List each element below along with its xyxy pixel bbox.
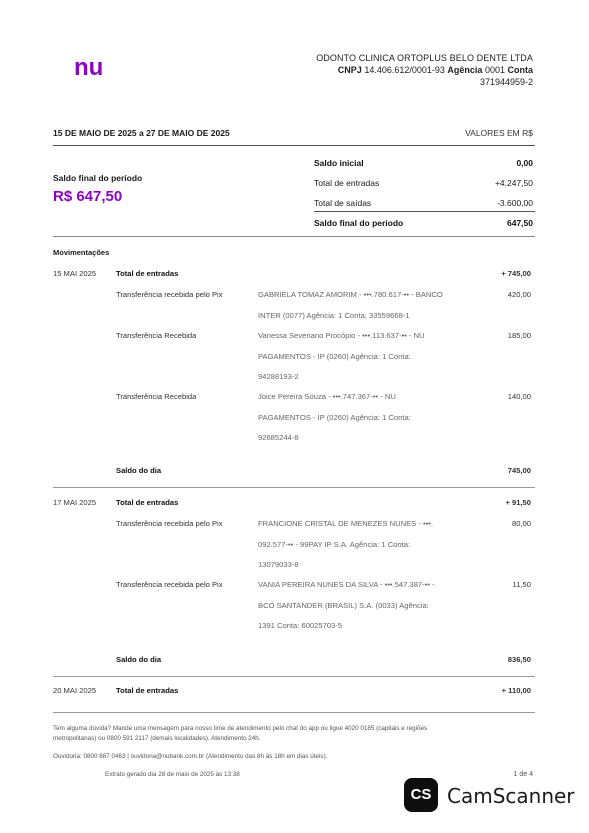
transaction-type: Transferência recebida pelo Pix xyxy=(116,519,223,528)
detail-line: 1391 Conta: 60025703-5 xyxy=(258,621,343,630)
summary-divider xyxy=(314,211,535,212)
camscanner-badge-text: CS xyxy=(410,786,432,803)
camscanner-text: CamScanner xyxy=(447,784,575,808)
company-info xyxy=(316,52,533,88)
transaction-type: Transferência Recebida xyxy=(116,331,197,340)
transaction-amount: 420,00 xyxy=(507,290,531,299)
conta-label: Conta xyxy=(507,65,533,75)
statement-period: 15 DE MAIO DE 2025 a 27 DE MAIO DE 2025 xyxy=(53,128,230,138)
detail-line: 94288193-2 xyxy=(258,372,299,381)
summary-label: Total de entradas xyxy=(314,178,380,188)
nubank-logo xyxy=(74,56,112,80)
page-number: 1 de 4 xyxy=(513,771,533,778)
help-line: Tem alguma dúvida? Mande uma mensagem para nosso time de atendimento pelo chat do app ou ligue 4020 0185 (capitais e regiões xyxy=(53,725,428,732)
day-total-value: + 110,00 xyxy=(501,686,531,695)
detail-line: Joice Pereira Souza - •••.747.367-•• - NU xyxy=(258,392,396,401)
day-divider xyxy=(53,487,535,488)
nubank-logo-text: nu xyxy=(74,56,104,80)
day-date: 15 MAI 2025 xyxy=(53,269,97,278)
camscanner-badge-icon xyxy=(404,778,438,812)
detail-line: INTER (0077) Agência: 1 Conta: 33559668-1 xyxy=(258,310,410,320)
conta-value: 371944959-2 xyxy=(479,77,533,87)
transaction-detail xyxy=(258,514,458,576)
summary-value: -3.600,00 xyxy=(497,198,533,208)
day-divider xyxy=(53,676,535,677)
day-total-label: Total de entradas xyxy=(116,686,179,695)
day-total-value: + 91,50 xyxy=(505,498,531,507)
summary-label: Saldo inicial xyxy=(314,158,364,168)
help-text xyxy=(53,724,523,744)
day-balance-value: 745,00 xyxy=(507,466,531,475)
agencia-label: Agência xyxy=(447,65,483,75)
summary-row xyxy=(314,158,533,168)
transaction-detail xyxy=(258,387,458,449)
cnpj-value: 14.406.612/0001-93 xyxy=(364,65,445,75)
movements-title: Movimentações xyxy=(53,248,110,257)
help-line: metropolitanas) ou 0800 591 2117 (demais localidades). Atendimento 24h. xyxy=(53,735,261,742)
day-date: 20 MAI 2025 xyxy=(53,686,97,695)
header-divider xyxy=(53,145,535,146)
summary-label: Total de saídas xyxy=(314,198,372,208)
cnpj-label: CNPJ xyxy=(337,65,362,75)
day-balance-label: Saldo do dia xyxy=(116,655,162,664)
generated-date: Extrato gerado dia 28 de maio de 2025 às 13:38 xyxy=(105,771,240,778)
detail-line: VANIA PEREIRA NUNES DA SILVA - •••.547.387-•• - xyxy=(258,580,435,589)
summary-row xyxy=(314,178,533,188)
transaction-detail xyxy=(258,326,458,388)
detail-line: 13079033-8 xyxy=(258,560,299,569)
footer-divider xyxy=(53,712,535,713)
final-balance-label: Saldo final do período xyxy=(53,173,143,183)
agencia-value: 0001 xyxy=(484,65,505,75)
summary-row xyxy=(314,198,533,208)
summary-value: +4.247,50 xyxy=(494,178,533,188)
transaction-amount: 140,00 xyxy=(507,392,531,401)
company-name: ODONTO CLINICA ORTOPLUS BELO DENTE LTDA xyxy=(316,53,533,63)
transaction-amount: 185,00 xyxy=(507,331,531,340)
detail-line: PAGAMENTOS - IP (0260) Agência: 1 Conta: xyxy=(258,351,411,361)
transaction-detail xyxy=(258,285,458,326)
day-balance-value: 836,50 xyxy=(507,655,531,664)
transaction-type: Transferência recebida pelo Pix xyxy=(116,290,223,299)
day-total-label: Total de entradas xyxy=(116,269,179,278)
day-total-label: Total de entradas xyxy=(116,498,179,507)
detail-line: Vanessa Severiano Procópio - •••.113.637-•• - NU xyxy=(258,331,425,340)
day-date: 17 MAI 2025 xyxy=(53,498,97,507)
transaction-type: Transferência recebida pelo Pix xyxy=(116,580,223,589)
detail-line: BCO SANTANDER (BRASIL) S.A. (0033) Agência: xyxy=(258,600,429,610)
summary-value: 0,00 xyxy=(516,158,533,168)
ombudsman-text: Ouvidoria: 0800 887 0463 | ouvidoria@nubank.com.br (Atendimento das 8h às 18h em dias úteis). xyxy=(53,753,328,760)
detail-line: PAGAMENTOS - IP (0260) Agência: 1 Conta: xyxy=(258,412,411,422)
summary-label: Saldo final do período xyxy=(314,218,404,228)
final-balance-value: R$ 647,50 xyxy=(53,188,123,205)
transaction-detail xyxy=(258,575,458,637)
day-total-value: + 745,00 xyxy=(501,269,531,278)
detail-line: 92685244-8 xyxy=(258,433,299,442)
detail-line: GABRIELA TOMAZ AMORIM - •••.780.617-•• - BANCO xyxy=(258,290,443,299)
summary-value: 647,50 xyxy=(507,218,533,228)
transaction-amount: 11,50 xyxy=(512,580,531,589)
company-ids xyxy=(316,64,533,76)
transaction-amount: 80,00 xyxy=(511,519,531,528)
summary-row xyxy=(314,218,533,228)
day-balance-label: Saldo do dia xyxy=(116,466,162,475)
transaction-type: Transferência Recebida xyxy=(116,392,197,401)
currency-note: VALORES EM R$ xyxy=(465,128,533,138)
summary-bottom-divider xyxy=(53,236,535,237)
detail-line: 092.577-•• - 99PAY IP S.A. Agência: 1 Conta: xyxy=(258,539,411,549)
detail-line: FRANCIONE CRISTAL DE MENEZES NUNES - •••. xyxy=(258,519,434,528)
